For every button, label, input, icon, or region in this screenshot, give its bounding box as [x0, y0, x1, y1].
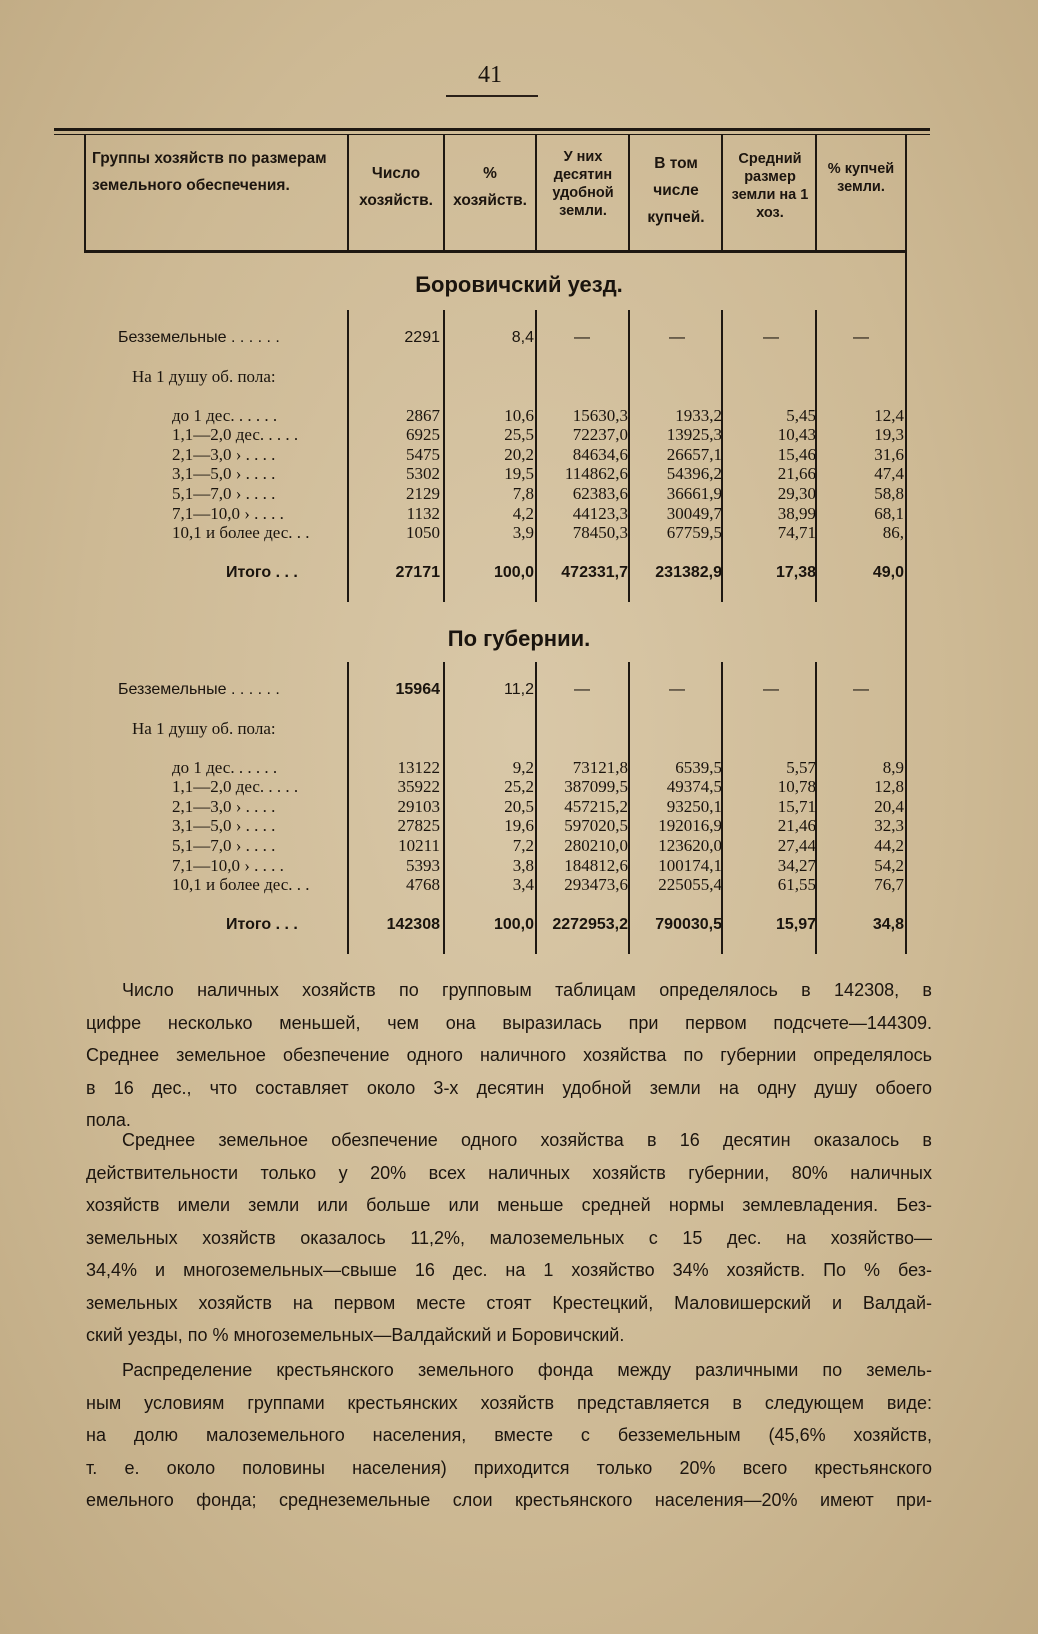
cell: 100174,1 — [658, 856, 722, 875]
row-label: Безземельные . . . . . . — [118, 329, 280, 346]
row-label: 5,1—7,0 › . . . . — [172, 836, 276, 855]
cell: 10,43 — [777, 425, 816, 444]
cell: 49374,5 — [666, 777, 722, 796]
cell: 10,78 — [777, 777, 816, 796]
cell: 34,27 — [777, 856, 816, 875]
cell: 15,46 — [777, 445, 816, 464]
cell: 387099,5 — [564, 777, 628, 796]
table-row — [0, 522, 1038, 544]
row-label: 10,1 и более дес. . . — [172, 523, 310, 542]
row-label: 1,1—2,0 дес. . . . . — [172, 777, 299, 796]
text-line: Среднее земельное обезпечение одного хозяйства в 16 десятин оказалось в — [122, 1130, 932, 1150]
page-number-rule — [446, 95, 538, 97]
text-line: т. е. около половины населения) приходится только 20% всего крестьянского — [86, 1457, 932, 1478]
cell: 3,8 — [512, 856, 534, 875]
cell: 6925 — [406, 425, 440, 444]
cell: 1050 — [406, 523, 440, 542]
cell: 73121,8 — [572, 758, 628, 777]
table-top-rule-thin — [54, 134, 930, 135]
cell: 44,2 — [874, 836, 904, 855]
cell: 100,0 — [493, 916, 534, 933]
cell: 10,6 — [504, 406, 534, 425]
text-line: емельного фонда; среднеземельные слои крестьянского населения—20% имеют при- — [86, 1490, 932, 1510]
cell: — — [669, 329, 685, 346]
header-arable: У них десятин удобной земли. — [552, 149, 614, 219]
cell: 15,97 — [775, 916, 816, 933]
table-row — [0, 679, 1038, 701]
cell: 2291 — [404, 329, 440, 346]
cell: 20,2 — [504, 445, 534, 464]
header-groups: Группы хозяйств по размерам земельного обеспечения. — [92, 150, 327, 194]
cell: 32,3 — [874, 816, 904, 835]
text-line: цифре несколько меньшей, чем она выразилась при первом подсчете—144309. — [86, 1012, 932, 1033]
cell: — — [763, 681, 779, 698]
text-line: Распределение крестьянского земельного фонда между различными по земель- — [122, 1360, 932, 1380]
header-sep-3 — [535, 134, 537, 251]
section-title-province: По губернии. — [447, 626, 591, 651]
header-sep-1 — [347, 134, 349, 251]
cell: 26657,1 — [666, 445, 722, 464]
page-number: 41 — [478, 62, 502, 88]
cell: 44123,3 — [572, 504, 628, 523]
cell: 76,7 — [874, 875, 904, 894]
cell: — — [669, 681, 685, 698]
text-line: ным условиям группами крестьянских хозяйств представляется в следующем виде: — [86, 1392, 932, 1413]
row-label: Итого . . . — [226, 916, 298, 933]
cell: 19,6 — [504, 816, 534, 835]
cell: 192016,9 — [658, 816, 722, 835]
cell: 457215,2 — [564, 797, 628, 816]
text-line: действительности только у 20% всех наличных хозяйств губернии, 80% наличных — [86, 1162, 932, 1183]
subheading-label: На 1 душу об. пола: — [132, 367, 276, 386]
cell: 7,2 — [512, 836, 534, 855]
section-title-borovichi: Боровичский уезд. — [415, 272, 623, 297]
subheading — [0, 366, 1038, 388]
text-line: ский уезды, по % многоземельных—Валдайский и Боровичский. — [86, 1325, 625, 1345]
cell: — — [763, 329, 779, 346]
cell: 68,1 — [874, 504, 904, 523]
text-line: пола. — [86, 1110, 131, 1130]
table-row — [0, 835, 1038, 857]
cell: 27825 — [397, 816, 440, 835]
row-label: до 1 дес. . . . . . — [172, 406, 278, 425]
header-sep-4 — [628, 134, 630, 251]
header-percent: % хозяйств. — [453, 165, 527, 209]
cell: 123620,0 — [658, 836, 722, 855]
cell: 27171 — [395, 564, 440, 581]
row-label: 1,1—2,0 дес. . . . . — [172, 425, 299, 444]
cell: 293473,6 — [564, 875, 628, 894]
cell: 25,5 — [504, 425, 534, 444]
cell: 142308 — [386, 916, 440, 933]
text-line: земельных хозяйств на первом месте стоят Крестецкий, Маловишерский и Валдай- — [86, 1292, 932, 1313]
header-bottom-rule — [84, 250, 907, 253]
cell: 34,8 — [872, 916, 904, 933]
cell: 20,5 — [504, 797, 534, 816]
header-sep-5 — [721, 134, 723, 251]
cell: 15,71 — [777, 797, 816, 816]
row-label: 2,1—3,0 › . . . . — [172, 797, 276, 816]
cell: 20,4 — [874, 797, 904, 816]
cell: 1933,2 — [675, 406, 722, 425]
text-line: 34,4% и многоземельных—свыше 16 дес. на 1 хозяйство 34% хозяйств. По % без- — [86, 1260, 932, 1280]
paragraph-3 — [86, 1354, 932, 1517]
table-row — [0, 815, 1038, 837]
cell: 100,0 — [493, 564, 534, 581]
row-label: 5,1—7,0 › . . . . — [172, 484, 276, 503]
cell: 19,5 — [504, 464, 534, 483]
cell: 54396,2 — [666, 464, 722, 483]
cell: 27,44 — [777, 836, 816, 855]
cell: 47,4 — [874, 464, 904, 483]
cell: 93250,1 — [666, 797, 722, 816]
paragraph-1 — [86, 974, 932, 1137]
cell: 3,4 — [512, 875, 534, 894]
table-top-rule — [54, 128, 930, 131]
table-row-total — [0, 562, 1038, 584]
cell: 3,9 — [512, 523, 534, 542]
table-left-border — [84, 134, 86, 252]
cell: 5475 — [406, 445, 440, 464]
cell: 49,0 — [872, 564, 904, 581]
header-sep-2 — [443, 134, 445, 251]
cell: 58,8 — [874, 484, 904, 503]
header-percent-purchased: % купчей земли. — [827, 161, 895, 195]
cell: 5,45 — [786, 406, 816, 425]
cell: 9,2 — [512, 758, 534, 777]
cell: 5,57 — [786, 758, 816, 777]
cell: 72237,0 — [572, 425, 628, 444]
cell: 2272953,2 — [552, 916, 628, 933]
cell: 13925,3 — [666, 425, 722, 444]
cell: 74,71 — [777, 523, 816, 542]
row-label: 7,1—10,0 › . . . . — [172, 504, 284, 523]
cell: 6539,5 — [675, 758, 722, 777]
cell: 10211 — [398, 836, 440, 855]
cell: 15964 — [395, 681, 440, 698]
cell: 86, — [882, 523, 904, 542]
cell: 15630,3 — [572, 406, 628, 425]
header-count: Число хозяйств. — [359, 165, 433, 209]
cell: 21,66 — [777, 464, 816, 483]
cell: 78450,3 — [572, 523, 628, 542]
table-row-total — [0, 914, 1038, 936]
cell: 1132 — [406, 504, 440, 523]
cell: 114862,6 — [564, 464, 628, 483]
header-sep-6 — [815, 134, 817, 251]
text-line: Число наличных хозяйств по групповым таблицам определялось в 142308, в — [122, 980, 932, 1000]
header-purchased: В том числе купчей. — [647, 155, 705, 226]
cell: 597020,5 — [564, 816, 628, 835]
cell: 54,2 — [874, 856, 904, 875]
table-row — [0, 424, 1038, 446]
row-label: 7,1—10,0 › . . . . — [172, 856, 284, 875]
cell: 31,6 — [874, 445, 904, 464]
cell: 67759,5 — [666, 523, 722, 542]
cell: 5302 — [406, 464, 440, 483]
cell: 25,2 — [504, 777, 534, 796]
cell: 2867 — [406, 406, 440, 425]
cell: 12,4 — [874, 406, 904, 425]
cell: 2129 — [406, 484, 440, 503]
cell: 11,2 — [504, 681, 534, 698]
subheading-label: На 1 душу об. пола: — [132, 719, 276, 738]
table-row — [0, 874, 1038, 896]
row-label: Итого . . . — [226, 564, 298, 581]
cell: 19,3 — [874, 425, 904, 444]
text-line: в 16 дес., что составляет около 3-х десятин удобной земли на одну душу обоего — [86, 1077, 932, 1098]
cell: 17,38 — [775, 564, 816, 581]
cell: — — [574, 329, 590, 346]
text-line: на долю малоземельного населения, вместе с безземельным (45,6% хозяйств, — [86, 1425, 932, 1445]
cell: 12,8 — [874, 777, 904, 796]
row-label: 10,1 и более дес. . . — [172, 875, 310, 894]
cell: — — [574, 681, 590, 698]
row-label: 3,1—5,0 › . . . . — [172, 816, 276, 835]
cell: 61,55 — [777, 875, 816, 894]
cell: 38,99 — [777, 504, 816, 523]
cell: 8,4 — [511, 329, 534, 346]
text-line: Среднее земельное обезпечение одного наличного хозяйства по губернии определялось — [86, 1045, 932, 1065]
cell: — — [853, 329, 869, 346]
row-label: Безземельные . . . . . . — [118, 681, 280, 698]
cell: 184812,6 — [564, 856, 628, 875]
cell: 790030,5 — [655, 916, 722, 933]
cell: 30049,7 — [666, 504, 722, 523]
cell: 62383,6 — [572, 484, 628, 503]
text-line: земельных хозяйств оказалось 11,2%, малоземельных с 15 дес. на хозяйство— — [86, 1227, 932, 1248]
cell: 280210,0 — [564, 836, 628, 855]
table-row — [0, 327, 1038, 349]
cell: 8,9 — [882, 758, 904, 777]
paragraph-2 — [86, 1124, 932, 1352]
cell: 472331,7 — [561, 564, 628, 581]
table-row — [0, 483, 1038, 505]
cell: 21,46 — [777, 816, 816, 835]
header-average: Средний размер земли на 1 хоз. — [731, 151, 809, 221]
text-line: хозяйств имели земли или больше или меньше средней нормы землевладения. Без- — [86, 1195, 932, 1215]
row-label: 2,1—3,0 › . . . . — [172, 445, 276, 464]
cell: 231382,9 — [655, 564, 722, 581]
cell: 225055,4 — [658, 875, 722, 894]
row-label: до 1 дес. . . . . . — [172, 758, 278, 777]
cell: 36661,9 — [666, 484, 722, 503]
cell: 84634,6 — [572, 445, 628, 464]
row-label: 3,1—5,0 › . . . . — [172, 464, 276, 483]
cell: 4,2 — [512, 504, 534, 523]
table-row — [0, 776, 1038, 798]
cell: 7,8 — [512, 484, 534, 503]
cell: 4768 — [406, 875, 440, 894]
table-row — [0, 463, 1038, 485]
cell: 29103 — [397, 797, 440, 816]
subheading — [0, 718, 1038, 740]
cell: — — [853, 681, 869, 698]
cell: 5393 — [406, 856, 440, 875]
cell: 29,30 — [777, 484, 816, 503]
cell: 35922 — [397, 777, 440, 796]
cell: 13122 — [397, 758, 440, 777]
